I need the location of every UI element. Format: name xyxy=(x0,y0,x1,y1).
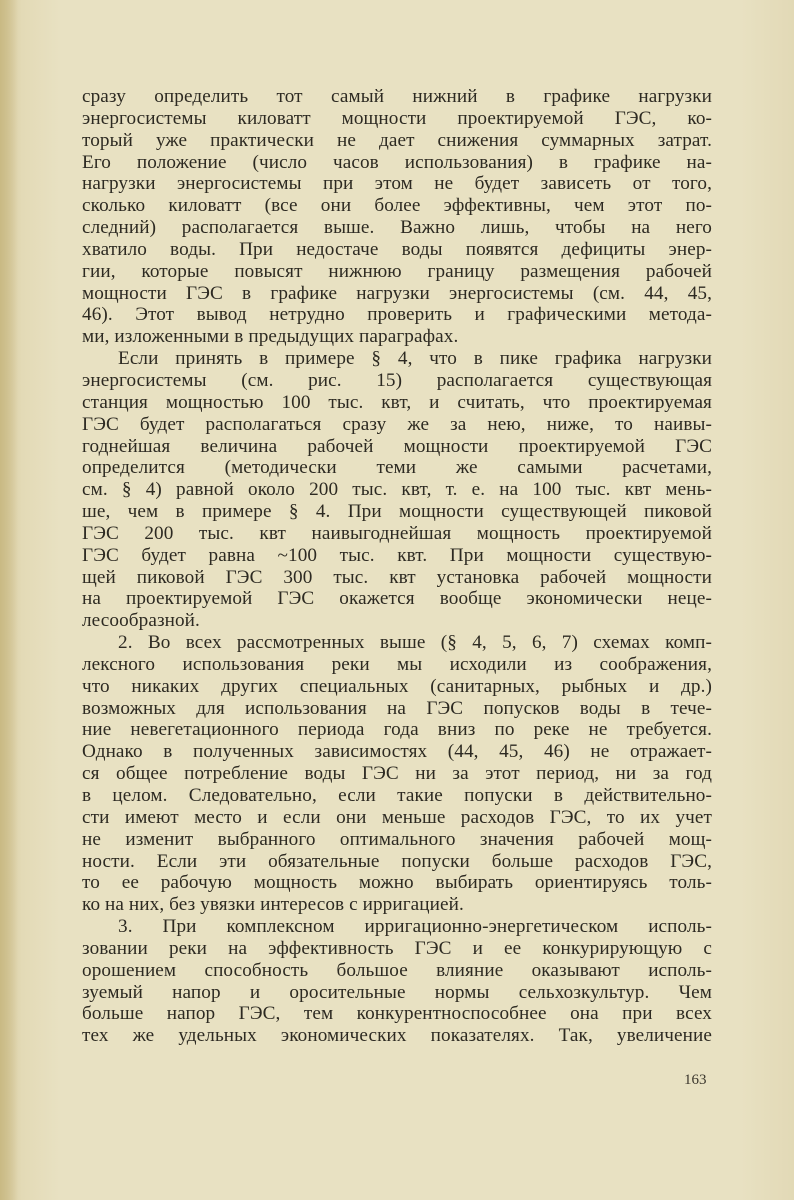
text-line: сколько киловатт (все они более эффективны, чем этот по- xyxy=(82,195,712,217)
text-line: гии, которые повысят нижнюю границу размещения рабочей xyxy=(82,260,712,282)
text-line: ко на них, без увязки интересов с ирригацией. xyxy=(82,894,464,916)
text-line: 2. Во всех рассмотренных выше (§ 4, 5, 6, 7) схемах комп- xyxy=(118,632,712,654)
text-line: лесообразной. xyxy=(82,610,200,632)
text-line: ше, чем в примере § 4. При мощности существующей пиковой xyxy=(82,501,712,523)
paragraph xyxy=(82,916,712,1047)
body-text xyxy=(82,86,712,1047)
text-line: не изменит выбранного оптимального значения рабочей мощ- xyxy=(82,828,712,850)
text-line: Однако в полученных зависимостях (44, 45, 46) не отражает- xyxy=(82,741,712,763)
text-line: станция мощностью 100 тыс. квт, и считать, что проектируемая xyxy=(82,391,712,413)
text-line: зуемый напор и оросительные нормы сельхозкультур. Чем xyxy=(82,981,712,1003)
text-line: ся общее потребление воды ГЭС ни за этот период, ни за год xyxy=(82,763,712,785)
text-line: ние невегетационного периода года вниз по реке не требуется. xyxy=(82,719,712,741)
page-binding-shadow xyxy=(0,0,18,1200)
text-line: годнейшая величина рабочей мощности проектируемой ГЭС xyxy=(82,435,712,457)
text-line: на проектируемой ГЭС окажется вообще экономически неце- xyxy=(82,588,712,610)
text-line: тех же удельных экономических показателях. Так, увеличение xyxy=(82,1025,712,1047)
text-line: следний) располагается выше. Важно лишь, чтобы на него xyxy=(82,217,712,239)
text-line: энергосистемы (см. рис. 15) располагается существующая xyxy=(82,369,712,391)
text-line: хватило воды. При недостаче воды появятся дефициты энер- xyxy=(82,238,712,260)
text-line: ГЭС будет равна ~100 тыс. квт. При мощности существую- xyxy=(82,544,712,566)
text-line: см. § 4) равной около 200 тыс. квт, т. е. на 100 тыс. квт мень- xyxy=(82,479,712,501)
paragraph xyxy=(82,86,712,348)
text-line: Его положение (число часов использования) в графике на- xyxy=(82,151,712,173)
text-line: Если принять в примере § 4, что в пике графика нагрузки xyxy=(118,348,712,370)
paragraph xyxy=(82,632,712,916)
text-line: лексного использования реки мы исходили из соображения, xyxy=(82,653,712,675)
text-line: ми, изложенными в предыдущих параграфах. xyxy=(82,326,459,348)
text-line: 46). Этот вывод нетрудно проверить и графическими метода- xyxy=(82,304,712,326)
text-line: больше напор ГЭС, тем конкурентноспособнее она при всех xyxy=(82,1003,712,1025)
page-number: 163 xyxy=(684,1072,707,1088)
text-line: ГЭС будет располагаться сразу же за нею, ниже, то наивы- xyxy=(82,413,712,435)
text-line: ности. Если эти обязательные попуски больше расходов ГЭС, xyxy=(82,850,712,872)
text-line: в целом. Следовательно, если такие попуски в действительно- xyxy=(82,785,712,806)
text-line: торый уже практически не дает снижения суммарных затрат. xyxy=(82,129,712,151)
text-line: то ее рабочую мощность можно выбирать ориентируясь толь- xyxy=(82,872,712,894)
text-line: сразу определить тот самый нижний в графике нагрузки xyxy=(82,86,712,107)
text-line: ГЭС 200 тыс. квт наивыгоднейшая мощность проектируемой xyxy=(82,522,712,544)
text-line: щей пиковой ГЭС 300 тыс. квт установка рабочей мощности xyxy=(82,566,712,588)
text-line: нагрузки энергосистемы при этом не будет зависеть от того, xyxy=(82,173,712,195)
text-line: орошением способность большое влияние оказывают исполь- xyxy=(82,959,712,981)
text-line: что никаких других специальных (санитарных, рыбных и др.) xyxy=(82,675,712,697)
text-line: зовании реки на эффективность ГЭС и ее конкурирующую с xyxy=(82,937,712,959)
text-line: 3. При комплексном ирригационно-энергетическом исполь- xyxy=(118,916,712,938)
text-line: сти имеют место и если они меньше расходов ГЭС, то их учет xyxy=(82,806,712,828)
text-line: энергосистемы киловатт мощности проектируемой ГЭС, ко- xyxy=(82,107,712,129)
text-line: определится (методически теми же самыми расчетами, xyxy=(82,457,712,479)
paragraph xyxy=(82,348,712,632)
text-line: возможных для использования на ГЭС попусков воды в тече- xyxy=(82,697,712,719)
text-line: мощности ГЭС в графике нагрузки энергосистемы (см. 44, 45, xyxy=(82,282,712,304)
